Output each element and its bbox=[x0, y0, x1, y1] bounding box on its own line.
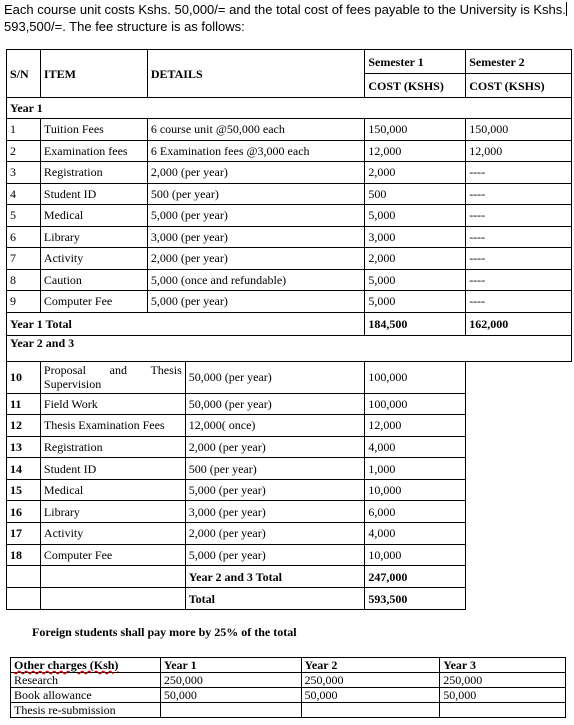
header-cost-2: COST (KSHS) bbox=[466, 74, 572, 98]
details-cell: 2,000 (per year) bbox=[185, 523, 365, 545]
cost-cell: 4,000 bbox=[365, 523, 466, 545]
item-cell: Library bbox=[40, 501, 185, 523]
other-charges-header: Other charges (Ksh) bbox=[11, 658, 161, 673]
intro-line-1: Each course unit costs Kshs. 50,000/= and the total cost of fees payable to the University is Kshs. bbox=[4, 2, 566, 17]
charge-label-cell: Thesis re-submission bbox=[11, 703, 161, 718]
table-row bbox=[7, 183, 572, 205]
table-row bbox=[7, 523, 572, 545]
year1-total-semester-1: 184,500 bbox=[365, 312, 466, 335]
text-cursor bbox=[566, 2, 567, 16]
sn-cell: 17 bbox=[7, 523, 41, 545]
semester-2-cost-cell: ---- bbox=[466, 226, 572, 248]
charge-value-cell: 250,000 bbox=[160, 673, 301, 688]
details-cell: 500 (per year) bbox=[147, 183, 365, 205]
header-semester-1: Semester 1 bbox=[365, 50, 466, 74]
year23-total-value: 247,000 bbox=[365, 566, 466, 588]
details-cell: 3,000 (per year) bbox=[147, 226, 365, 248]
empty-cell bbox=[7, 588, 41, 610]
year1-total-semester-2: 162,000 bbox=[466, 312, 572, 335]
table-row bbox=[7, 415, 572, 437]
table-row bbox=[7, 544, 572, 566]
details-cell: 5,000 (per year) bbox=[185, 544, 365, 566]
grand-total-value: 593,500 bbox=[365, 588, 466, 610]
cost-cell: 10,000 bbox=[365, 479, 466, 501]
charge-value-cell bbox=[160, 703, 301, 718]
sn-cell: 9 bbox=[7, 291, 41, 313]
item-cell: Activity bbox=[40, 523, 185, 545]
item-cell: Thesis Examination Fees bbox=[40, 415, 185, 437]
item-cell: Examination fees bbox=[40, 140, 147, 162]
empty-cell bbox=[466, 523, 572, 545]
sn-cell: 15 bbox=[7, 479, 41, 501]
item-cell: Activity bbox=[40, 248, 147, 270]
year1-label: Year 1 bbox=[7, 98, 572, 119]
semester-1-cost-cell: 2,000 bbox=[365, 248, 466, 270]
semester-1-cost-cell: 5,000 bbox=[365, 269, 466, 291]
table-row bbox=[11, 703, 566, 718]
semester-2-cost-cell: 12,000 bbox=[466, 140, 572, 162]
item-cell: Student ID bbox=[40, 183, 147, 205]
details-cell: 50,000 (per year) bbox=[185, 361, 365, 393]
empty-cell bbox=[466, 458, 572, 480]
item-cell: Registration bbox=[40, 436, 185, 458]
table-row bbox=[7, 205, 572, 227]
intro-line-2: 593,500/=. The fee structure is as follows: bbox=[4, 19, 245, 34]
empty-cell bbox=[40, 566, 185, 588]
header-sn: S/N bbox=[7, 50, 41, 98]
table-row bbox=[7, 479, 572, 501]
header-details: DETAILS bbox=[147, 50, 365, 98]
sn-cell: 4 bbox=[7, 183, 41, 205]
item-cell: Computer Fee bbox=[40, 544, 185, 566]
cost-cell: 100,000 bbox=[365, 393, 466, 415]
sn-cell: 16 bbox=[7, 501, 41, 523]
year-header: Year 3 bbox=[440, 658, 566, 673]
sn-cell: 1 bbox=[7, 119, 41, 141]
charge-label-cell: Book allowance bbox=[11, 688, 161, 703]
empty-cell bbox=[466, 501, 572, 523]
empty-cell bbox=[466, 479, 572, 501]
semester-1-cost-cell: 150,000 bbox=[365, 119, 466, 141]
item-cell: Medical bbox=[40, 479, 185, 501]
details-cell: 2,000 (per year) bbox=[147, 248, 365, 270]
table-row bbox=[7, 140, 572, 162]
charge-value-cell: 250,000 bbox=[301, 673, 440, 688]
table-row bbox=[7, 248, 572, 270]
cost-cell: 12,000 bbox=[365, 415, 466, 437]
item-cell: Computer Fee bbox=[40, 291, 147, 313]
header-cost-1: COST (KSHS) bbox=[365, 74, 466, 98]
item-cell: Student ID bbox=[40, 458, 185, 480]
sn-cell: 6 bbox=[7, 226, 41, 248]
charge-value-cell: 50,000 bbox=[440, 688, 566, 703]
empty-cell bbox=[466, 415, 572, 437]
semester-1-cost-cell: 12,000 bbox=[365, 140, 466, 162]
sn-cell: 3 bbox=[7, 162, 41, 184]
semester-2-cost-cell: ---- bbox=[466, 183, 572, 205]
semester-2-cost-cell: ---- bbox=[466, 291, 572, 313]
other-table-body bbox=[11, 658, 566, 718]
item-cell: Field Work bbox=[40, 393, 185, 415]
semester-1-cost-cell: 500 bbox=[365, 183, 466, 205]
empty-cell bbox=[466, 393, 572, 415]
sn-cell: 13 bbox=[7, 436, 41, 458]
cost-cell: 6,000 bbox=[365, 501, 466, 523]
header-semester-2: Semester 2 bbox=[466, 50, 572, 74]
semester-2-cost-cell: 150,000 bbox=[466, 119, 572, 141]
sn-cell: 8 bbox=[7, 269, 41, 291]
empty-cell bbox=[466, 566, 572, 588]
item-cell: Registration bbox=[40, 162, 147, 184]
details-cell: 12,000( once) bbox=[185, 415, 365, 437]
item-cell: Library bbox=[40, 226, 147, 248]
empty-cell bbox=[466, 361, 572, 393]
sn-cell: 11 bbox=[7, 393, 41, 415]
sn-cell: 7 bbox=[7, 248, 41, 270]
item-cell: Medical bbox=[40, 205, 147, 227]
sn-cell: 10 bbox=[7, 361, 41, 393]
cost-cell: 4,000 bbox=[365, 436, 466, 458]
other-charges-table bbox=[10, 657, 566, 718]
cost-cell: 10,000 bbox=[365, 544, 466, 566]
semester-2-cost-cell: ---- bbox=[466, 205, 572, 227]
details-cell: 3,000 (per year) bbox=[185, 501, 365, 523]
grand-total-label: Total bbox=[185, 588, 365, 610]
table-row bbox=[7, 291, 572, 313]
table-row bbox=[7, 226, 572, 248]
cost-cell: 100,000 bbox=[365, 361, 466, 393]
table-row bbox=[11, 688, 566, 703]
empty-cell bbox=[466, 544, 572, 566]
cost-cell: 1,000 bbox=[365, 458, 466, 480]
table-row bbox=[7, 501, 572, 523]
details-cell: 5,000 (per year) bbox=[147, 205, 365, 227]
year23-label-row bbox=[7, 335, 572, 361]
details-cell: 6 course unit @50,000 each bbox=[147, 119, 365, 141]
table-row bbox=[7, 436, 572, 458]
year-header: Year 1 bbox=[160, 658, 301, 673]
table-row bbox=[7, 269, 572, 291]
header-item: ITEM bbox=[40, 50, 147, 98]
table-row bbox=[7, 119, 572, 141]
foreign-students-note: Foreign students shall pay more by 25% of the total bbox=[32, 625, 297, 639]
table-row bbox=[7, 162, 572, 184]
item-cell: Proposal and Thesis Supervision bbox=[40, 361, 185, 393]
fee-table-body bbox=[7, 50, 572, 610]
year1-total-row bbox=[7, 312, 572, 335]
semester-1-cost-cell: 2,000 bbox=[365, 162, 466, 184]
intro-paragraph bbox=[4, 1, 570, 35]
sn-cell: 2 bbox=[7, 140, 41, 162]
details-cell: 5,000 (once and refundable) bbox=[147, 269, 365, 291]
details-cell: 2,000 (per year) bbox=[147, 162, 365, 184]
charge-value-cell: 50,000 bbox=[301, 688, 440, 703]
table-row bbox=[7, 361, 572, 393]
semester-1-cost-cell: 5,000 bbox=[365, 291, 466, 313]
table-row bbox=[7, 393, 572, 415]
year23-total-label: Year 2 and 3 Total bbox=[185, 566, 365, 588]
empty-cell bbox=[7, 566, 41, 588]
table-row bbox=[7, 458, 572, 480]
charge-value-cell: 250,000 bbox=[440, 673, 566, 688]
semester-1-cost-cell: 3,000 bbox=[365, 226, 466, 248]
year23-label: Year 2 and 3 bbox=[7, 335, 572, 361]
item-cell: Tuition Fees bbox=[40, 119, 147, 141]
empty-cell bbox=[466, 436, 572, 458]
details-cell: 2,000 (per year) bbox=[185, 436, 365, 458]
details-cell: 5,000 (per year) bbox=[185, 479, 365, 501]
sn-cell: 12 bbox=[7, 415, 41, 437]
fee-structure-table bbox=[6, 49, 572, 610]
empty-cell bbox=[40, 588, 185, 610]
details-cell: 50,000 (per year) bbox=[185, 393, 365, 415]
sn-cell: 5 bbox=[7, 205, 41, 227]
grand-total-row bbox=[7, 588, 572, 610]
sn-cell: 18 bbox=[7, 544, 41, 566]
semester-2-cost-cell: ---- bbox=[466, 162, 572, 184]
details-cell: 5,000 (per year) bbox=[147, 291, 365, 313]
charge-value-cell bbox=[440, 703, 566, 718]
details-cell: 6 Examination fees @3,000 each bbox=[147, 140, 365, 162]
year23-total-row bbox=[7, 566, 572, 588]
details-cell: 500 (per year) bbox=[185, 458, 365, 480]
sn-cell: 14 bbox=[7, 458, 41, 480]
empty-cell bbox=[466, 588, 572, 610]
year-header: Year 2 bbox=[301, 658, 440, 673]
item-cell: Caution bbox=[40, 269, 147, 291]
year1-total-label: Year 1 Total bbox=[7, 312, 365, 335]
table-row bbox=[11, 673, 566, 688]
semester-2-cost-cell: ---- bbox=[466, 248, 572, 270]
semester-1-cost-cell: 5,000 bbox=[365, 205, 466, 227]
other-charges-header-row bbox=[11, 658, 566, 673]
charge-label-cell: Research bbox=[11, 673, 161, 688]
semester-2-cost-cell: ---- bbox=[466, 269, 572, 291]
charge-value-cell: 50,000 bbox=[160, 688, 301, 703]
charge-value-cell bbox=[301, 703, 440, 718]
